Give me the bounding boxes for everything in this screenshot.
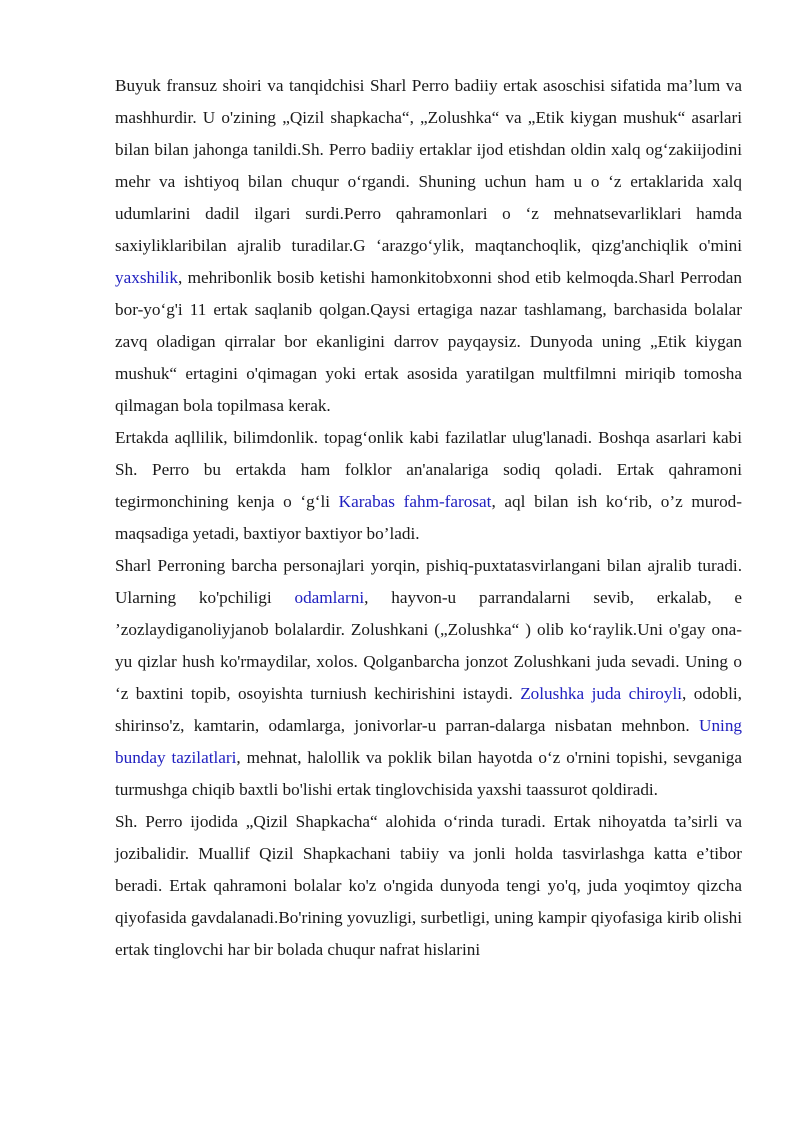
paragraph-qizil-shapkacha [115,806,742,966]
link-zolushka-juda-chiroyli[interactable]: Zolushka juda chiroyli [520,684,683,703]
document-page [115,70,742,966]
text-segment: Sh. Perro ijodida „Qizil Shapkacha“ alohida o‘rinda turadi. Ertak nihoyatda ta’sirli va jozibalidir. Muallif Qizil Shapkachani tabiiy va jonli holda tasvirlashga katta e’tibor beradi. Ertak qahramoni bolalar ko'z o'ngida dunyoda tengi yo'q, juda yoqimtoy qizcha qiyofasida gavdalanadi.Bo'rining yovuzligi, surbetligi, uning kampir qiyofasiga kirib olishi ertak tinglovchi har bir bolada chuqur nafrat hislarini [115,812,742,959]
text-segment: , mehnat, halollik va poklik bilan hayotda o‘z o'rnini topishi, sevganiga turmushga chiqib baxtli bo'lishi ertak tinglovchisida yaxshi taassurot qoldiradi. [115,748,742,799]
text-segment: , hayvon-u parrandalarni sevib, erkalab, e ’zozlaydiganoliyjanob bolalardir. Zolushkani („Zolushka“ ) olib ko‘raylik.Uni o'gay ona-yu qizlar hush ko'rmaydilar, xolos. Qolganbarcha jonzot Zolushkani juda sevadi. Uning o ‘z baxtini topib, osoyishta turniush kechirishini istaydi. [115,588,742,703]
paragraph-sharl-perro-intro [115,70,742,422]
text-segment: , aql bilan ish ko‘rib, o’z murod-maqsadiga yetadi, baxtiyor baxtiyor bo’ladi. [115,492,742,543]
text-segment: Sharl Perroning barcha personajlari yorqin, pishiq-puxtatasvirlangani bilan ajralib turadi. Ularning ko'pchiligi [115,556,742,607]
link-yaxshilik[interactable]: yaxshilik [115,268,179,287]
text-segment: Ertakda aqllilik, bilimdonlik. topag‘onlik kabi fazilatlar ulug'lanadi. Boshqa asarlari kabi Sh. Perro bu ertakda ham folklor an'analariga sodiq qoladi. Ertak qahramoni tegirmonchining kenja o ‘g‘li [115,428,742,511]
link-odamlarni[interactable]: odamlarni [294,588,365,607]
link-uning-bunday-tazilatlari[interactable]: Uning bunday tazilatlari [115,716,742,767]
link-karabas-fahm-farosat[interactable]: Karabas fahm-farosat [338,492,492,511]
paragraph-personajlar-zolushka [115,550,742,806]
text-segment: , odobli, shirinso'z, kamtarin, odamlarga, jonivorlar-u parran-dalarga nisbatan mehnbon. [115,684,742,735]
text-segment: Buyuk fransuz shoiri va tanqidchisi Sharl Perro badiiy ertak asoschisi sifatida ma’lum va mashhurdir. U o'zining „Qizil shapkacha“, „Zolushka“ va „Etik kiygan mushuk“ asarlari bilan bilan jahonga tanildi.Sh. Perro badiiy ertaklar ijod etishdan oldin xalq og‘zakiijodini mehr va ishtiyoq bilan chuqur o‘rgandi. Shuning uchun ham u o ‘z ertaklarida xalq udumlarini dadil ilgari surdi.Perro qahramonlari o ‘z mehnatsevarliklari hamda saxiyliklaribilan ajralib turadilar.G ‘arazgo‘ylik, maqtanchoqlik, qizg'anchiqlik o'mini [115,76,742,255]
text-segment: , mehribonlik bosib ketishi hamonkitobxonni shod etib kelmoqda.Sharl Perrodan bor-yo‘g'i 11 ertak saqlanib qolgan.Qaysi ertagiga nazar tashlamang, barchasida bolalar zavq oladigan qirralar bor ekanligini darrov payqaysiz. Dunyoda uning „Etik kiygan mushuk“ ertagini o'qimagan yoki ertak asosida yaratilgan multfilmni miriqib tomosha qilmagan bola topilmasa kerak. [115,268,742,415]
paragraph-etik-kiygan-mushuk [115,422,742,550]
